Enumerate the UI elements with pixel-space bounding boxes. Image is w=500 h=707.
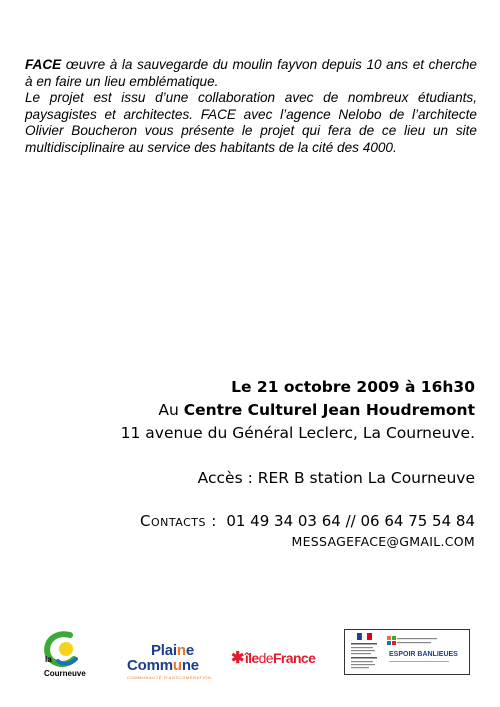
star-icon: ✱ bbox=[231, 650, 244, 667]
idf-c: France bbox=[272, 650, 316, 666]
event-details bbox=[15, 378, 475, 550]
intro-paragraph-1 bbox=[25, 57, 477, 90]
idf-a: île bbox=[244, 650, 259, 666]
ile-de-france-logo bbox=[231, 648, 315, 668]
venue-prefix: Au bbox=[158, 401, 184, 419]
event-address: 11 avenue du Général Leclerc, La Courneuve. bbox=[120, 424, 475, 442]
face-name: FACE bbox=[25, 57, 62, 72]
la-courneuve-logo-icon bbox=[40, 631, 84, 671]
plaine-commune-logo bbox=[127, 643, 212, 680]
intro-p1-text: œuvre à la sauvegarde du moulin fayvon depuis 10 ans et cherche à en faire un lieu emblématique. bbox=[25, 57, 477, 89]
plaine-l2b: ne bbox=[181, 657, 199, 674]
gov-banner: ESPOIR BANLIEUES bbox=[389, 651, 458, 658]
venue-name: Centre Culturel Jean Houdremont bbox=[183, 401, 475, 419]
plaine-l1a: Plai bbox=[151, 642, 177, 659]
contacts-label: Contacts : bbox=[140, 512, 217, 530]
plaine-l2o: u bbox=[172, 657, 182, 674]
plaine-l1b: e bbox=[185, 642, 195, 659]
event-date: Le 21 octobre 2009 à 16h30 bbox=[231, 378, 475, 396]
government-logo bbox=[344, 629, 470, 675]
plaine-l2a: Comm bbox=[127, 657, 173, 674]
contacts-line bbox=[15, 511, 475, 531]
intro-paragraph-2: Le projet est issu d’une collaboration avec de nombreux étudiants, paysagistes et architectes. FACE avec l’agence Nelobo de l’architecte Olivier Boucheron vous présente le projet qui fera de ce lieu un site multidisciplinaire au service des habitants de la cité des 4000. bbox=[25, 90, 477, 155]
la-courneuve-la: la bbox=[45, 655, 52, 664]
la-courneuve-name: Courneuve bbox=[44, 669, 86, 678]
intro-text bbox=[25, 57, 477, 157]
event-access: Accès : RER B station La Courneuve bbox=[197, 469, 475, 487]
event-venue bbox=[15, 399, 475, 421]
idf-b: de bbox=[258, 650, 273, 666]
plaine-l1o: n bbox=[176, 642, 186, 659]
contacts-phones: 01 49 34 03 64 // 06 64 75 54 84 bbox=[226, 512, 475, 530]
marianne-flag-icon bbox=[345, 630, 469, 674]
plaine-tagline: COMMUNAUTÉ D'AGGLOMÉRATION bbox=[127, 675, 212, 680]
contact-email: MESSAGEFACE@GMAIL.COM bbox=[291, 534, 475, 549]
